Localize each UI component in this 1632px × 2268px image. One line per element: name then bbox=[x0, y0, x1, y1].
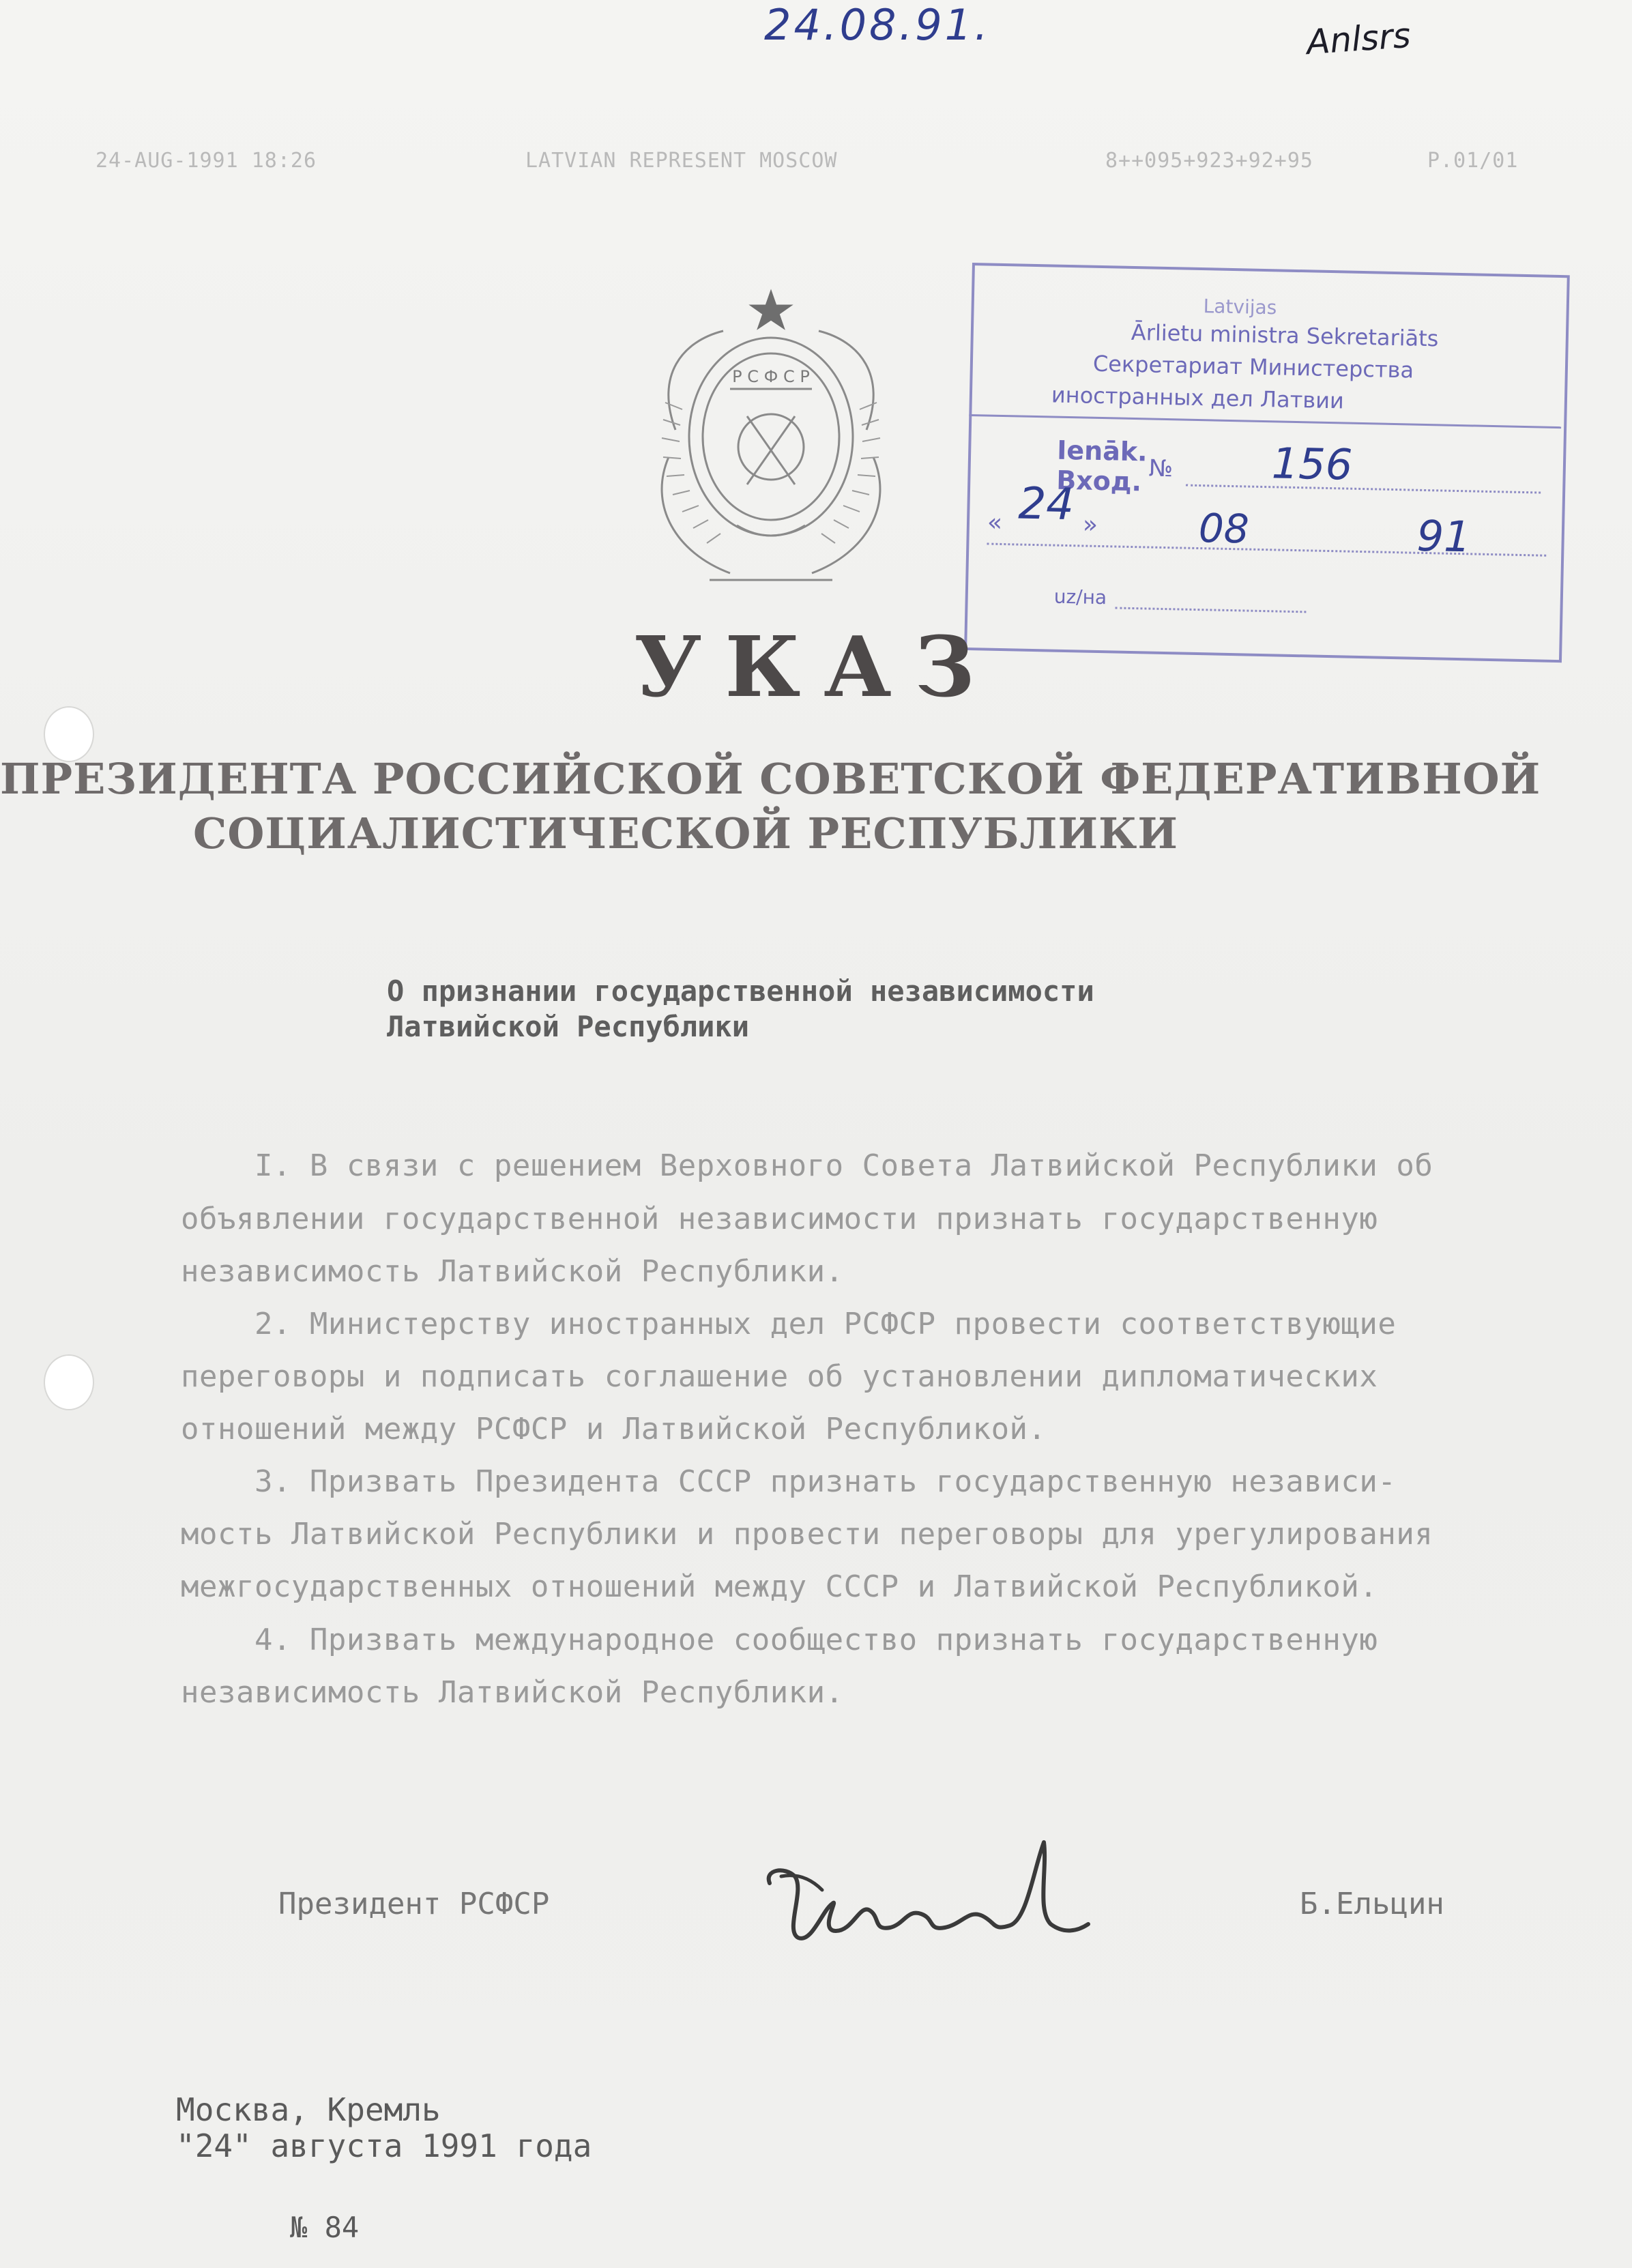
svg-text:Р С Ф С Р: Р С Ф С Р bbox=[732, 367, 810, 386]
stamp-line-3: Секретариат Министерства bbox=[1092, 350, 1414, 383]
stamp-line-1: Latvijas bbox=[1203, 295, 1277, 319]
fax-sender: LATVIAN REPRESENT MOSCOW bbox=[525, 149, 838, 173]
body-line: независимость Латвийской Республики. bbox=[181, 1675, 844, 1710]
stamp-ref-label: uz/на bbox=[1053, 585, 1107, 609]
rsfsr-emblem-icon bbox=[628, 280, 914, 607]
body-line: 4. Призвать международное сообщество признать государственную bbox=[181, 1623, 1378, 1657]
stamp-line-4: иностранных дел Латвии bbox=[1051, 381, 1345, 414]
handwritten-signature: Anlsrs bbox=[1305, 15, 1412, 63]
stamp-number-label: № bbox=[1148, 454, 1174, 483]
body-line: отношений между РСФСР и Латвийской Республикой. bbox=[181, 1412, 1047, 1446]
issue-place: Москва, Кремль bbox=[176, 2091, 441, 2128]
stamp-in-label-lv: Ienāk. bbox=[1056, 435, 1148, 467]
document-subtitle-line-1: ПРЕЗИДЕНТА РОССИЙСКОЙ СОВЕТСКОЙ ФЕДЕРАТИВНОЙ bbox=[0, 754, 1541, 804]
handwritten-date: 24.08.91. bbox=[764, 0, 991, 50]
handwritten-signature-yeltsin bbox=[757, 1829, 1092, 1951]
decree-heading-line-2: Латвийской Республики bbox=[387, 1010, 750, 1043]
punch-hole-bottom bbox=[44, 1354, 94, 1410]
fax-datetime: 24-AUG-1991 18:26 bbox=[96, 149, 317, 173]
decree-heading-line-1: О признании государственной независимости bbox=[387, 974, 1094, 1008]
signatory-name: Б.Ельцин bbox=[1300, 1887, 1444, 1921]
body-line: мость Латвийской Республики и провести переговоры для урегулирования bbox=[181, 1517, 1433, 1552]
stamp-number-value: 156 bbox=[1271, 438, 1354, 490]
stamp-date-open-quote: « bbox=[987, 508, 1003, 538]
body-line: I. В связи с решением Верховного Совета Латвийской Республики об bbox=[181, 1148, 1433, 1183]
stamp-date-year: 91 bbox=[1416, 510, 1472, 562]
registry-stamp bbox=[964, 263, 1573, 669]
body-line: объявлении государственной независимости признать государственную bbox=[181, 1202, 1378, 1236]
fax-page: P.01/01 bbox=[1427, 149, 1519, 173]
stamp-in-label-ru: Вход. bbox=[1055, 465, 1142, 497]
signatory-title: Президент РСФСР bbox=[278, 1887, 550, 1921]
fax-phone: 8++095+923+92+95 bbox=[1105, 149, 1313, 173]
stamp-date-month: 08 bbox=[1198, 505, 1250, 553]
body-line: переговоры и подписать соглашение об установлении дипломатических bbox=[181, 1359, 1378, 1394]
stamp-date-close-quote: » bbox=[1082, 510, 1098, 539]
body-line: 2. Министерству иностранных дел РСФСР провести соответствующие bbox=[181, 1307, 1397, 1341]
document-subtitle-line-2: СОЦИАЛИСТИЧЕСКОЙ РЕСПУБЛИКИ bbox=[192, 809, 1179, 858]
stamp-line-2: Ārlietu ministra Sekretariāts bbox=[1131, 319, 1439, 352]
stamp-date-day: 24 bbox=[1017, 478, 1075, 531]
issue-date: "24" августа 1991 года bbox=[176, 2127, 592, 2164]
decree-number: № 84 bbox=[290, 2211, 360, 2244]
body-line: межгосударственных отношений между СССР и Латвийской Республикой. bbox=[181, 1569, 1378, 1604]
body-line: независимость Латвийской Республики. bbox=[181, 1254, 844, 1289]
document-title: УКАЗ bbox=[634, 617, 998, 716]
body-line: 3. Призвать Президента СССР признать государственную независи- bbox=[181, 1464, 1397, 1499]
